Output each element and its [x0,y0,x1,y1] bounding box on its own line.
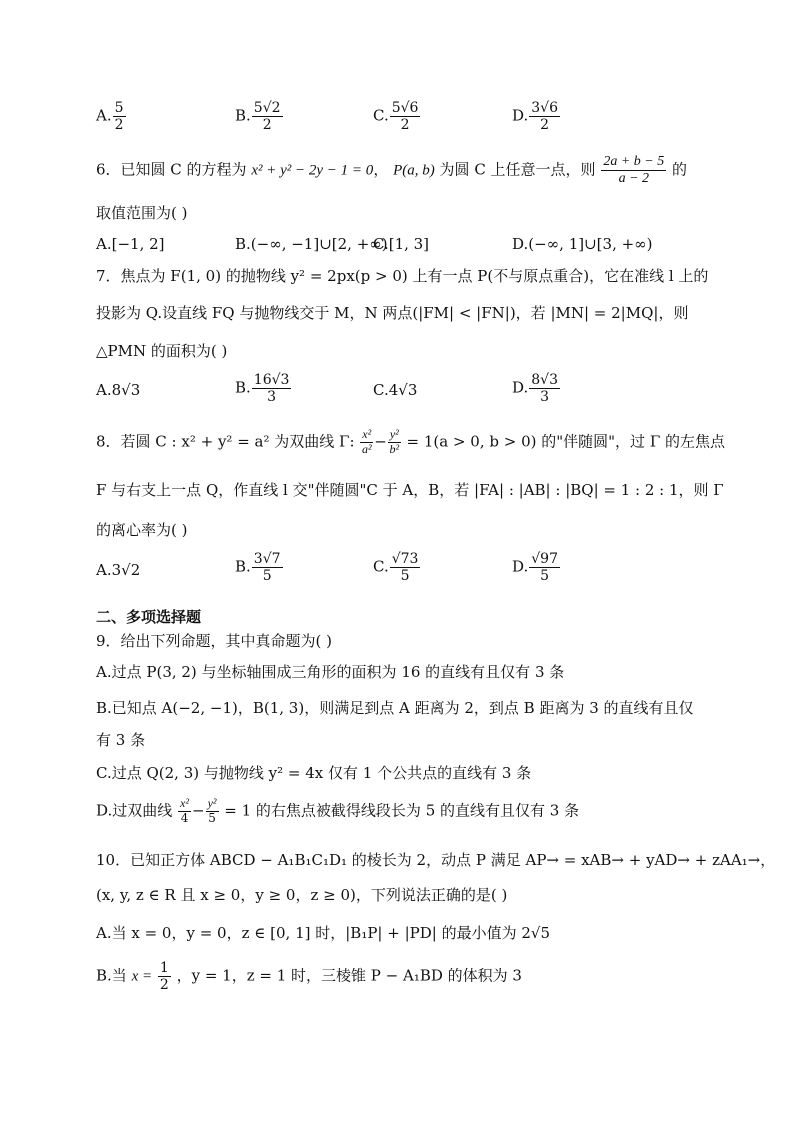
q10-option-b: B.当 x = $\frac{1}{2}$ ，y = 1，z = 1 时，三棱锥 P − A₁BD 的体积为 3 [96,960,522,994]
q9-option-a: A.过点 P(3, 2) 与坐标轴围成三角形的面积为 16 的直线有且仅有 3 条 [96,663,565,681]
q6-option-d: D.(−∞, 1]∪[3, +∞) [512,235,653,253]
q5-option-b: B. $\frac{5√2}{2}$ [235,100,281,134]
q7-option-b: B. $\frac{16√3}{3}$ [235,372,290,406]
q8-stem-line3: 的离心率为( ) [96,521,188,539]
q10-fraction-half: $\frac{1}{2}$ [159,960,169,994]
section-heading-multiple-choice: 二、多项选择题 [96,608,202,626]
q6-option-c: C.[1, 3] [373,235,430,253]
q8-option-d: D. $\frac{√97}{5}$ [512,551,559,585]
q6-fraction: $\frac{2a + b - 5}{a - 2}$ [603,154,665,187]
q9-option-b-line2: 有 3 条 [96,731,146,749]
q7-stem-line1: 7．焦点为 F(1, 0) 的抛物线 y² = 2px(p > 0) 上有一点 P(不与原点重合)，它在准线 l 上的 [96,267,709,285]
q8-fraction-x: $\frac{\text{x²}}{\text{a²}}$ [361,427,372,456]
q8-stem-line1: 8．若圆 C : x² + y² = a² 为双曲线 Γ: $\frac{\text{x²}}{\text{a²}}$ − $\frac{\text{y²}}{\text{b²}}$ = 1(a > 0, b > 0) 的"伴随圆"，过 Γ 的左焦点 [96,427,726,456]
q8-fraction-y: $\frac{\text{y²}}{\text{b²}}$ [389,427,400,456]
q10-option-a: A.当 x = 0，y = 0，z ∈ [0, 1] 时，|B₁P| + |PD| 的最小值为 2√5 [96,924,550,942]
q9-stem: 9．给出下列命题，其中真命题为( ) [96,632,333,650]
q7-option-c: C.4√3 [373,381,418,399]
q6-option-a: A.[−1, 2] [96,235,165,253]
q7-option-d: D. $\frac{8√3}{3}$ [512,372,559,406]
q10-stem-line1: 10．已知正方体 ABCD − A₁B₁C₁D₁ 的棱长为 2，动点 P 满足 AP→ = xAB→ + yAD→ + zAA₁→， [96,851,776,869]
q9-fraction-x: $\frac{\text{x²}}{4}$ [180,796,189,825]
q9-option-d: D.过双曲线 $\frac{\text{x²}}{4}$ − $\frac{\text{y²}}{5}$ = 1 的右焦点被截得线段长为 5 的直线有且仅有 3 条 [96,796,580,825]
q7-option-a: A.8√3 [96,381,141,399]
q6-option-b: B.(−∞, −1]∪[2, +∞) [235,235,388,253]
q7-stem-line3: △PMN 的面积为( ) [96,342,228,360]
q8-option-b: B. $\frac{3√7}{5}$ [235,551,281,585]
q8-option-a: A.3√2 [96,561,141,579]
q7-stem-line2: 投影为 Q.设直线 FQ 与抛物线交于 M，N 两点(|FM| < |FN|)，若 |MN| = 2|MQ|，则 [96,304,689,322]
q6-stem-line1: 6．已知圆 C 的方程为 x² + y² − 2y − 1 = 0， P(a, b) 为圆 C 上任意一点，则 $\frac{2a + b - 5}{a - 2}$ 的 [96,154,688,187]
q9-option-c: C.过点 Q(2, 3) 与抛物线 y² = 4x 仅有 1 个公共点的直线有 3 条 [96,764,532,782]
q9-fraction-y: $\frac{\text{y²}}{5}$ [207,796,217,825]
q9-option-b-line1: B.已知点 A(−2, −1)，B(1, 3)，则满足到点 A 距离为 2，到点 B 距离为 3 的直线有且仅 [96,699,694,717]
q8-option-c: C. $\frac{√73}{5}$ [373,551,419,585]
q6-stem-line2: 取值范围为( ) [96,204,188,222]
q8-stem-line2: F 与右支上一点 Q，作直线 l 交"伴随圆"C 于 A，B，若 |FA| : |AB| : |BQ| = 1 : 2 : 1，则 Γ [96,481,724,499]
q5-option-a: A. $\frac{5}{2}$ [96,100,124,134]
q5-option-c: C. $\frac{5√6}{2}$ [373,100,419,134]
q10-stem-line2: (x, y, z ∈ R 且 x ≥ 0，y ≥ 0，z ≥ 0)，下列说法正确的是( ) [96,886,508,904]
q5-option-d: D. $\frac{3√6}{2}$ [512,100,559,134]
